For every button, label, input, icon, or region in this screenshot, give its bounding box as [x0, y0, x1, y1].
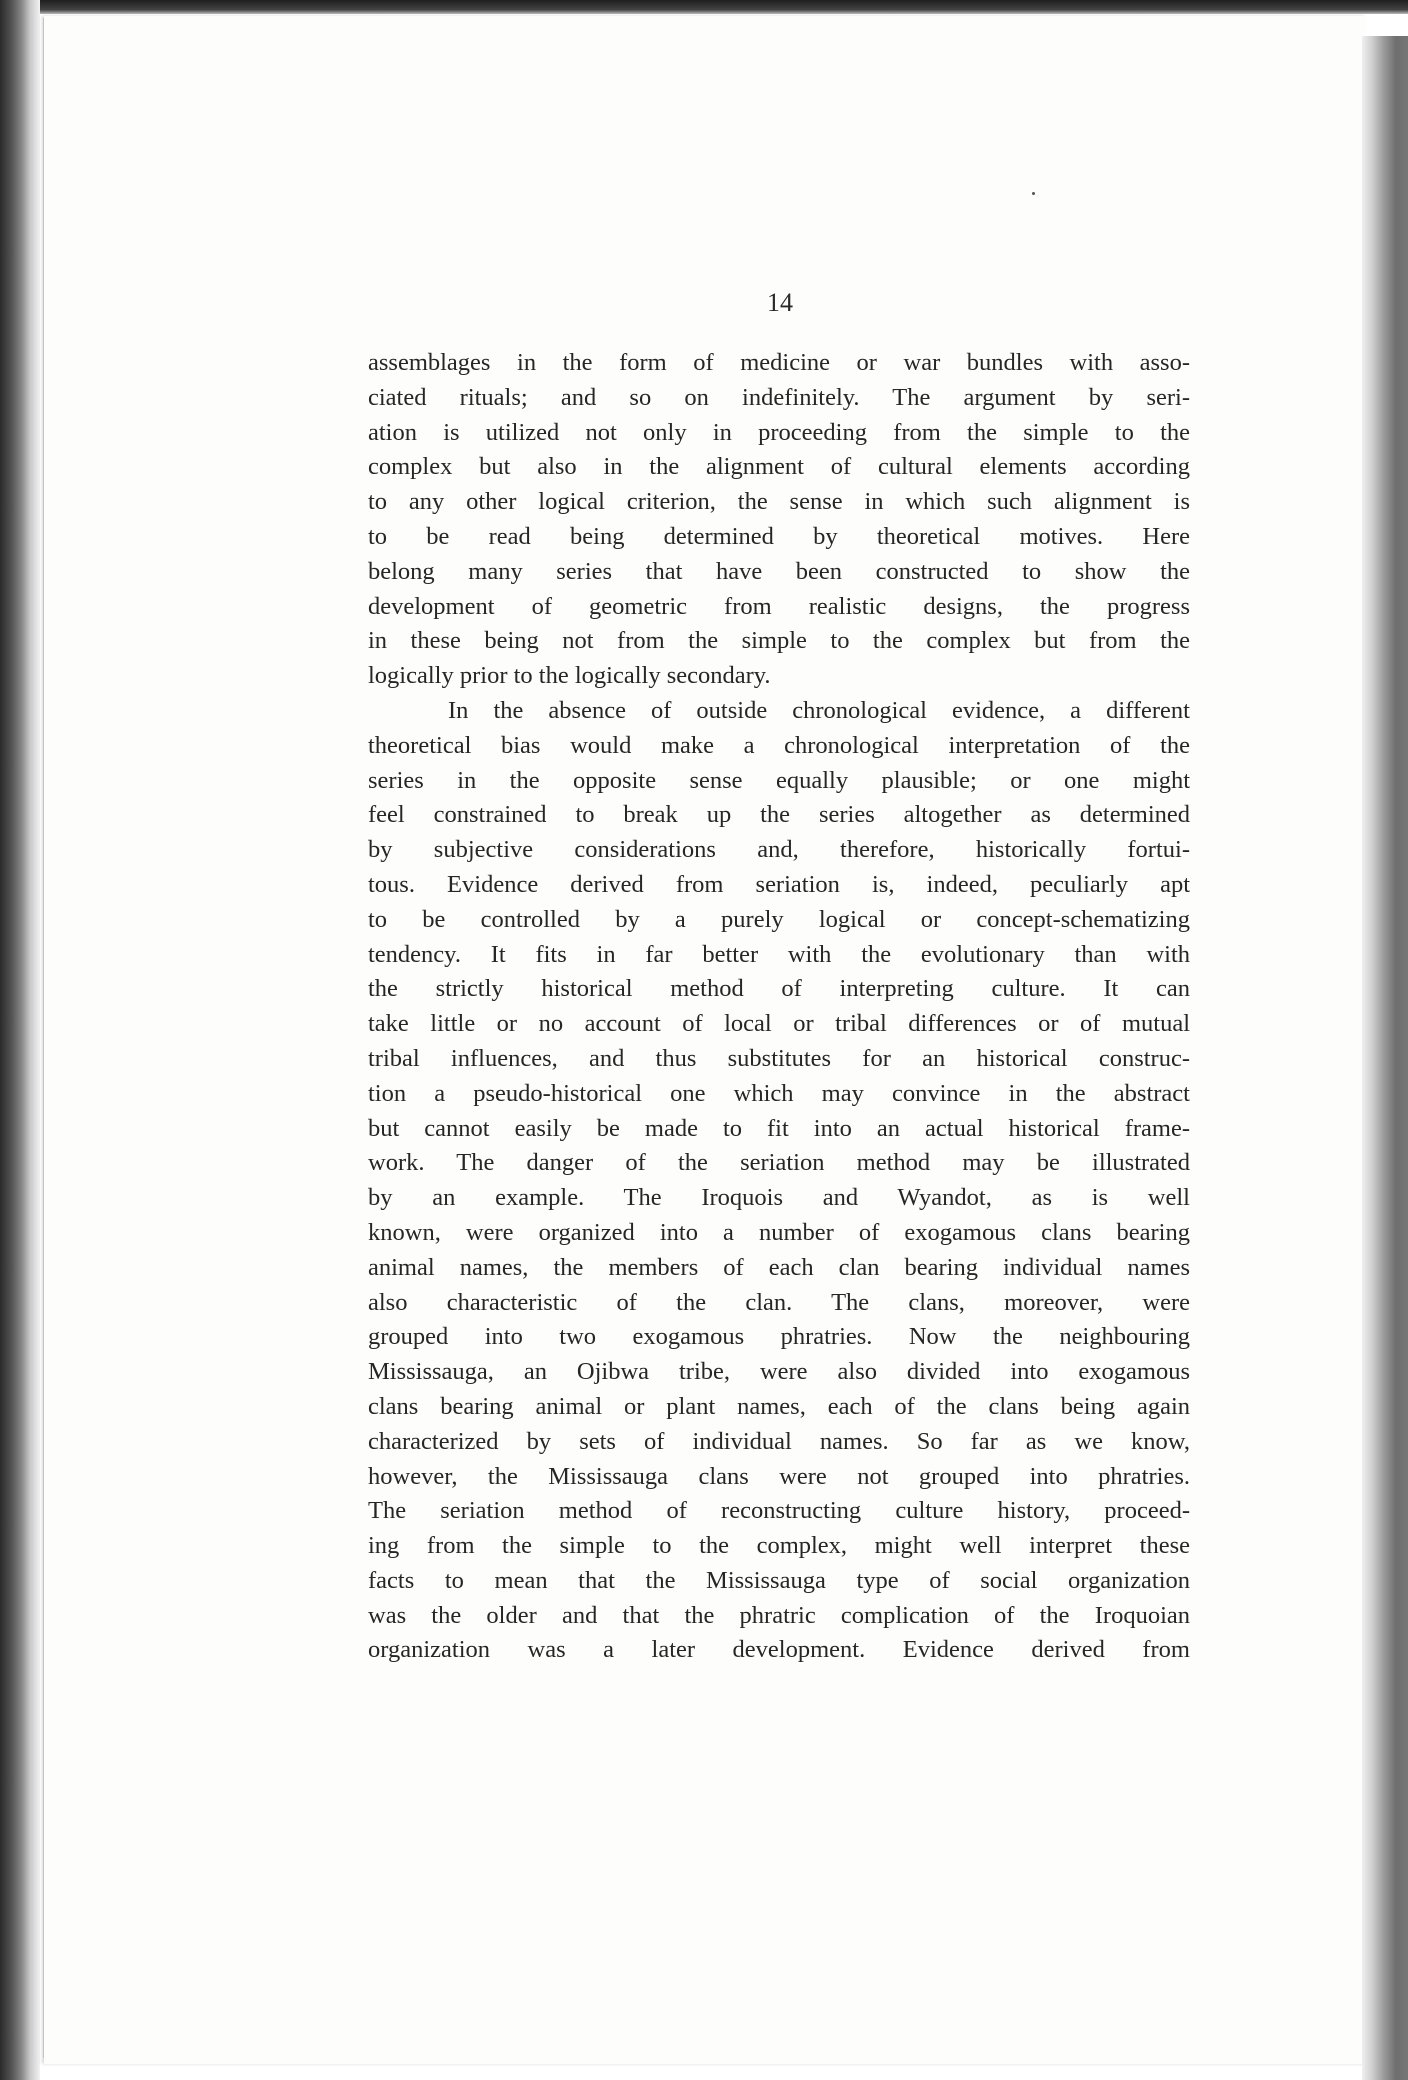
text-line: series in the opposite sense equally plausible; or one might: [368, 766, 1190, 794]
text-line: belong many series that have been constructed to show the: [368, 557, 1190, 585]
text-line: feel constrained to break up the series altogether as determined: [368, 801, 1190, 829]
text-line: ciated rituals; and so on indefinitely. The argument by seri-: [368, 383, 1190, 411]
text-line: complex but also in the alignment of cultural elements according: [368, 453, 1190, 481]
text-line: in these being not from the simple to the complex but from the: [368, 627, 1190, 655]
text-line: the strictly historical method of interpreting culture. It can: [368, 975, 1190, 1003]
text-line: to any other logical criterion, the sense in which such alignment is: [368, 488, 1190, 516]
text-line: was the older and that the phratric complication of the Iroquoian: [368, 1601, 1190, 1629]
text-line: ing from the simple to the complex, might well interpret these: [368, 1532, 1190, 1560]
text-line: logically prior to the logically secondary.: [368, 662, 771, 690]
page-stack-edges: [32, 18, 44, 2058]
text-line: clans bearing animal or plant names, each of the clans being again: [368, 1392, 1190, 1420]
body-text: [368, 346, 1190, 1668]
text-line: tion a pseudo-historical one which may convince in the abstract: [368, 1079, 1190, 1107]
text-line: also characteristic of the clan. The clans, moreover, were: [368, 1288, 1190, 1316]
text-line: The seriation method of reconstructing culture history, proceed-: [368, 1497, 1190, 1525]
page-number: 14: [767, 288, 793, 317]
text-line: animal names, the members of each clan bearing individual names: [368, 1253, 1190, 1281]
text-line: but cannot easily be made to fit into an actual historical frame-: [368, 1114, 1190, 1142]
text-line: to be controlled by a purely logical or concept-schematizing: [368, 905, 1190, 933]
text-line: to be read being determined by theoretical motives. Here: [368, 522, 1190, 550]
text-line: characterized by sets of individual names. So far as we know,: [368, 1427, 1190, 1455]
paragraph-start-line: In the absence of outside chronological evidence, a different: [448, 696, 1190, 724]
top-shadow: [0, 0, 1408, 14]
text-line: ation is utilized not only in proceeding from the simple to the: [368, 418, 1190, 446]
text-line: tous. Evidence derived from seriation is, indeed, peculiarly apt: [368, 870, 1190, 898]
text-line: theoretical bias would make a chronological interpretation of the: [368, 731, 1190, 759]
text-line: Mississauga, an Ojibwa tribe, were also divided into exogamous: [368, 1358, 1190, 1386]
text-line: tribal influences, and thus substitutes for an historical construc-: [368, 1044, 1190, 1072]
text-line: facts to mean that the Mississauga type of social organization: [368, 1566, 1190, 1594]
text-line: however, the Mississauga clans were not grouped into phratries.: [368, 1462, 1190, 1490]
text-line: take little or no account of local or tribal differences or of mutual: [368, 1010, 1190, 1038]
text-line: organization was a later development. Evidence derived from: [368, 1636, 1190, 1664]
text-line: development of geometric from realistic designs, the progress: [368, 592, 1190, 620]
text-line: assemblages in the form of medicine or war bundles with asso-: [368, 349, 1190, 376]
text-line: known, were organized into a number of exogamous clans bearing: [368, 1218, 1190, 1246]
dust-speck: [1032, 192, 1035, 195]
book-right-edge: [1362, 36, 1408, 2080]
text-line: by an example. The Iroquois and Wyandot, as is well: [368, 1184, 1190, 1212]
text-line: grouped into two exogamous phratries. Now the neighbouring: [368, 1323, 1190, 1351]
text-line: tendency. It fits in far better with the evolutionary than with: [368, 940, 1190, 968]
text-line: work. The danger of the seriation method may be illustrated: [368, 1149, 1190, 1177]
text-line: by subjective considerations and, therefore, historically fortui-: [368, 836, 1190, 864]
